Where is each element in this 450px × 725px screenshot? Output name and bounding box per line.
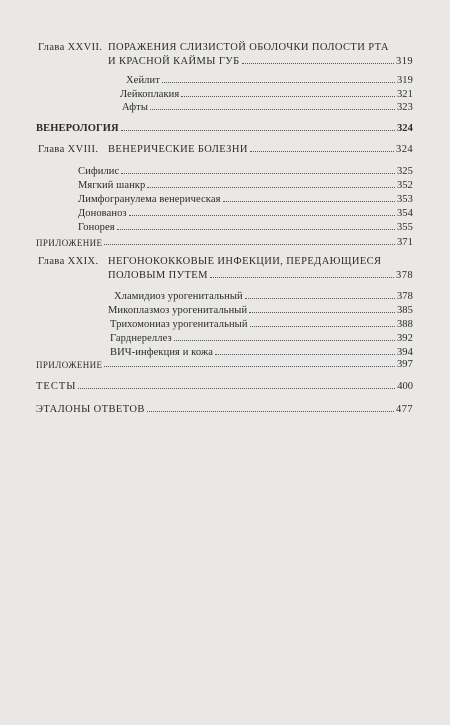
toc-item[interactable] bbox=[78, 208, 413, 219]
chapter-27-title-line2: И КРАСНОЙ КАЙМЫ ГУБ bbox=[108, 56, 240, 67]
page-number: 355 bbox=[396, 222, 413, 233]
page-number: 388 bbox=[396, 319, 413, 330]
answers-label: ЭТАЛОНЫ ОТВЕТОВ bbox=[36, 404, 145, 415]
leader-dots bbox=[117, 229, 395, 230]
section-venereology[interactable] bbox=[36, 123, 413, 134]
leader-dots bbox=[104, 366, 394, 367]
page-number: 378 bbox=[396, 291, 413, 302]
chapter-27-title-line1: ПОРАЖЕНИЯ СЛИЗИСТОЙ ОБОЛОЧКИ ПОЛОСТИ РТА bbox=[108, 42, 389, 53]
chapter-28-entry[interactable] bbox=[108, 144, 413, 155]
chapter-29-prefix: Глава XXIX. bbox=[38, 256, 99, 267]
page-number: 392 bbox=[396, 333, 413, 344]
page-number: 354 bbox=[396, 208, 413, 219]
chapter-27-heading bbox=[38, 42, 102, 53]
toc-item-label: Хламидиоз урогенитальный bbox=[114, 291, 243, 302]
leader-dots bbox=[250, 151, 394, 152]
leader-dots bbox=[223, 201, 395, 202]
leader-dots bbox=[129, 215, 395, 216]
toc-item[interactable] bbox=[110, 347, 413, 358]
leader-dots bbox=[121, 130, 395, 131]
page-number: 325 bbox=[396, 166, 413, 177]
page-number: 378 bbox=[396, 270, 413, 281]
page-number: 353 bbox=[396, 194, 413, 205]
toc-item[interactable] bbox=[108, 305, 413, 316]
leader-dots bbox=[121, 173, 395, 174]
chapter-28-prefix: Глава XVIII. bbox=[38, 144, 99, 155]
toc-item-label: Сифилис bbox=[78, 166, 120, 177]
page-number: 385 bbox=[396, 305, 413, 316]
toc-item-label: Донованоз bbox=[78, 208, 127, 219]
tests-entry[interactable] bbox=[36, 381, 413, 392]
toc-item-label: Хейлит bbox=[126, 75, 160, 86]
page-number: 324 bbox=[396, 123, 413, 134]
leader-dots bbox=[181, 96, 395, 97]
leader-dots bbox=[174, 340, 395, 341]
chapter-29-title-line2: ПОЛОВЫМ ПУТЕМ bbox=[108, 270, 208, 281]
page-number: 323 bbox=[396, 102, 413, 113]
chapter-29-entry[interactable] bbox=[108, 270, 413, 281]
toc-item[interactable] bbox=[122, 102, 413, 113]
leader-dots bbox=[104, 244, 394, 245]
toc-item-label: Гарднереллез bbox=[110, 333, 172, 344]
toc-item-label: Трихомониаз урогенитальный bbox=[110, 319, 248, 330]
chapter-27-entry[interactable] bbox=[108, 56, 413, 67]
leader-dots bbox=[215, 354, 395, 355]
leader-dots bbox=[249, 312, 395, 313]
page-number: 324 bbox=[396, 144, 413, 155]
toc-item[interactable] bbox=[78, 194, 413, 205]
page-number: 397 bbox=[396, 359, 413, 370]
leader-dots bbox=[242, 63, 394, 64]
toc-item-label: ВИЧ-инфекция и кожа bbox=[110, 347, 214, 358]
tests-label: ТЕСТЫ bbox=[36, 381, 77, 392]
leader-dots bbox=[250, 326, 395, 327]
page-number: 394 bbox=[396, 347, 413, 358]
page-number: 371 bbox=[396, 237, 413, 248]
leader-dots bbox=[162, 82, 395, 83]
toc-item[interactable] bbox=[78, 222, 413, 233]
toc-item-label: Лимфогранулема венерическая bbox=[78, 194, 221, 205]
chapter-28-title: ВЕНЕРИЧЕСКИЕ БОЛЕЗНИ bbox=[108, 144, 248, 155]
page-number: 319 bbox=[396, 56, 413, 67]
leader-dots bbox=[245, 298, 395, 299]
toc-item[interactable] bbox=[110, 333, 413, 344]
chapter-27-prefix: Глава XXVII. bbox=[38, 42, 103, 53]
appendix-entry[interactable] bbox=[36, 237, 413, 248]
toc-item-label: Мягкий шанкр bbox=[78, 180, 146, 191]
answers-entry[interactable] bbox=[36, 404, 413, 415]
page-number: 477 bbox=[396, 404, 413, 415]
toc-item[interactable] bbox=[110, 319, 413, 330]
toc-item-label: Афты bbox=[122, 102, 149, 113]
toc-item-label: Лейкоплакия bbox=[120, 89, 180, 100]
page-number: 319 bbox=[396, 75, 413, 86]
leader-dots bbox=[147, 411, 394, 412]
section-label: ВЕНЕРОЛОГИЯ bbox=[36, 123, 119, 134]
leader-dots bbox=[147, 187, 395, 188]
toc-item-label: Микоплазмоз урогенитальный bbox=[108, 305, 248, 316]
leader-dots bbox=[210, 277, 394, 278]
appendix-label: ПРИЛОЖЕНИЕ bbox=[36, 360, 103, 370]
appendix-label: ПРИЛОЖЕНИЕ bbox=[36, 238, 103, 248]
page-number: 321 bbox=[396, 89, 413, 100]
toc-item[interactable] bbox=[126, 75, 413, 86]
page-number: 400 bbox=[397, 381, 413, 392]
page-number: 352 bbox=[396, 180, 413, 191]
appendix-entry[interactable] bbox=[36, 359, 413, 370]
leader-dots bbox=[78, 388, 395, 389]
leader-dots bbox=[150, 109, 395, 110]
toc-item-label: Гонорея bbox=[78, 222, 115, 233]
toc-item[interactable] bbox=[114, 291, 413, 302]
chapter-29-title-line1: НЕГОНОКОККОВЫЕ ИНФЕКЦИИ, ПЕРЕДАЮЩИЕСЯ bbox=[108, 256, 382, 267]
toc-item[interactable] bbox=[120, 89, 413, 100]
toc-item[interactable] bbox=[78, 166, 413, 177]
toc-item[interactable] bbox=[78, 180, 413, 191]
